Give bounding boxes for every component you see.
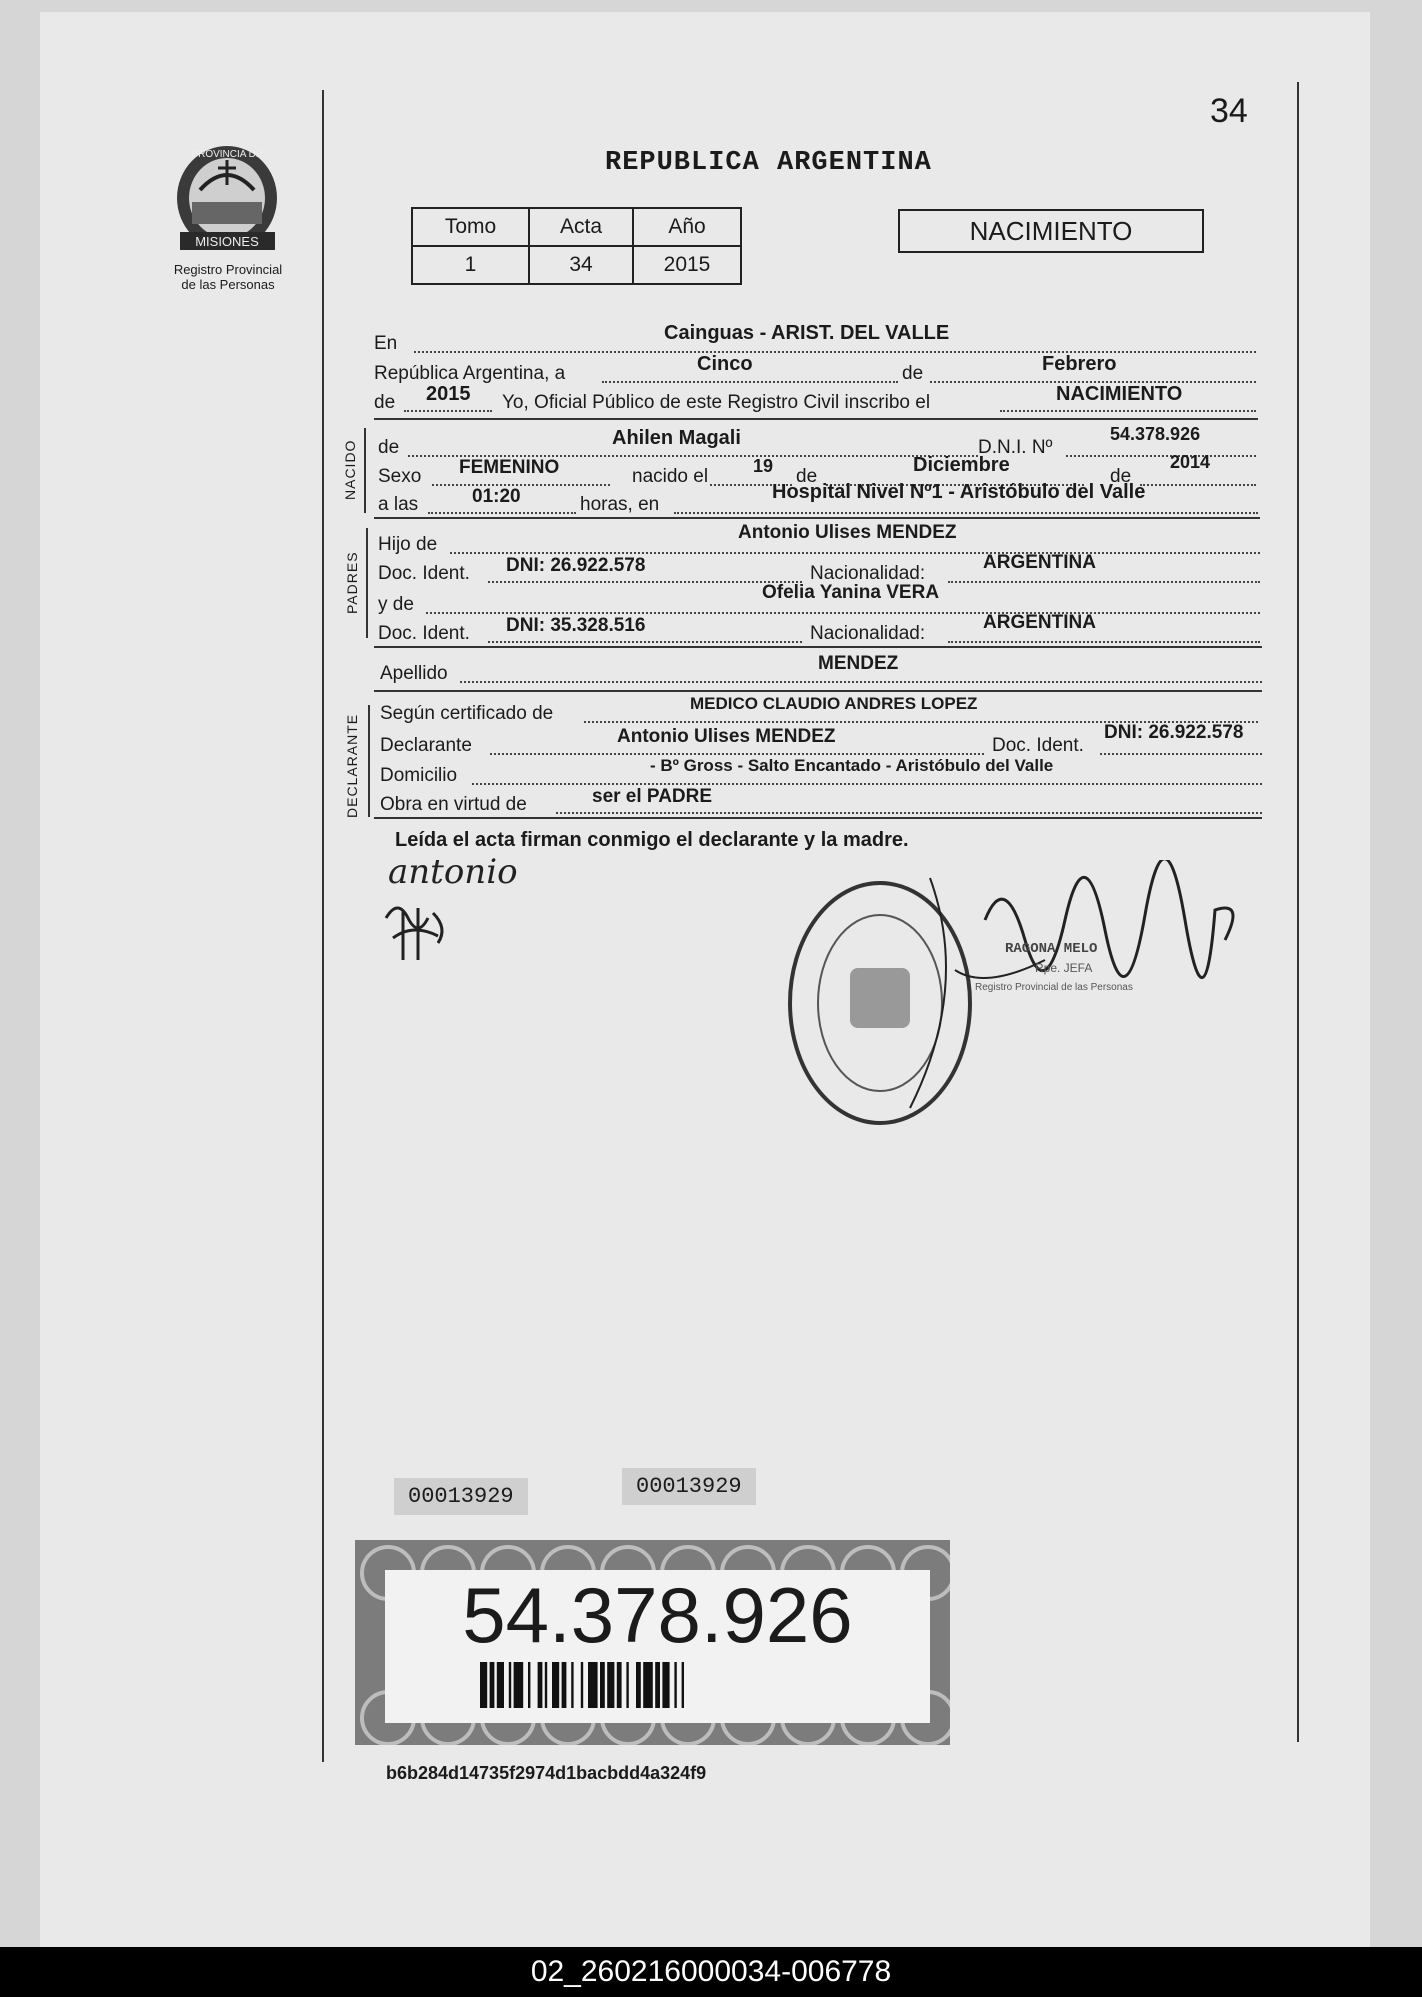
nacido-anio: 2014 <box>1170 452 1211 472</box>
svg-text:PROVINCIA DE: PROVINCIA DE <box>191 149 263 160</box>
obra-label: Obra en virtud de <box>380 794 527 815</box>
section-divider <box>374 517 1260 519</box>
padre-nombre: Antonio Ulises MENDEZ <box>738 522 957 543</box>
table-header-anio: Año <box>633 208 741 246</box>
doc-label: Doc. Ident. <box>992 735 1084 756</box>
dotted-line <box>488 581 802 583</box>
oficial-text: Yo, Oficial Público de este Registro Civil inscribo el <box>502 392 931 413</box>
padre-nacionalidad: ARGENTINA <box>983 552 1096 573</box>
svg-text:Registro Provincial de las Per: Registro Provincial de las Personas <box>975 982 1133 993</box>
page-number: 34 <box>1210 92 1248 130</box>
madre-doc: DNI: 35.328.516 <box>506 615 646 636</box>
nacido-mes: Diciembre <box>913 454 1010 476</box>
dotted-line <box>674 512 1258 514</box>
table-cell-anio: 2015 <box>633 246 741 284</box>
declarante-doc: DNI: 26.922.578 <box>1104 722 1244 743</box>
padre-doc: DNI: 26.922.578 <box>506 555 646 576</box>
barcode-bar <box>538 1662 543 1708</box>
barcode-bar <box>682 1662 684 1708</box>
barcode-bar <box>497 1662 504 1708</box>
mes-value: Febrero <box>1042 353 1117 375</box>
republica-label: República Argentina, a <box>374 363 566 384</box>
section-divider <box>374 690 1262 692</box>
barcode-bar <box>655 1662 660 1708</box>
dni-label <box>385 1570 930 1723</box>
dni-label: D.N.I. Nº <box>978 437 1053 458</box>
table-cell-tomo: 1 <box>412 246 529 284</box>
barcode-bar <box>480 1662 487 1708</box>
nacido-hora: 01:20 <box>472 486 521 507</box>
barcode-bar <box>607 1662 614 1708</box>
barcode-bar <box>528 1662 530 1708</box>
dotted-line <box>488 641 802 643</box>
barcode-bar <box>636 1662 641 1708</box>
anio-label: de <box>374 392 396 413</box>
section-bracket <box>368 705 370 817</box>
misiones-seal-icon <box>170 140 285 260</box>
dotted-line <box>404 410 492 412</box>
dotted-line <box>428 512 576 514</box>
dotted-line <box>1140 484 1256 486</box>
official-signature <box>945 860 1265 1010</box>
barcode-bar <box>643 1662 653 1708</box>
document-hash: b6b284d14735f2974d1bacbdd4a324f9 <box>386 1763 707 1783</box>
doc-label: Doc. Ident. <box>378 563 470 584</box>
dotted-line <box>1100 753 1262 755</box>
anio-value: 2015 <box>426 383 471 405</box>
seal-caption: Registro Provincial de las Personas <box>173 262 283 292</box>
madre-nacionalidad: ARGENTINA <box>983 612 1096 633</box>
nacido-nombre: Ahilen Magali <box>612 427 741 449</box>
nac-label: Nacionalidad: <box>810 563 926 584</box>
apellido-label: Apellido <box>380 663 448 684</box>
barcode <box>480 1662 835 1708</box>
declarante-nombre: Antonio Ulises MENDEZ <box>617 726 836 747</box>
table-header-tomo: Tomo <box>412 208 529 246</box>
domicilio-value: - Bº Gross - Salto Encantado - Aristóbulo del Valle <box>650 756 1054 775</box>
padres-section-label: PADRES <box>344 551 360 614</box>
doc-label: Doc. Ident. <box>378 623 470 644</box>
barcode-bar <box>617 1662 622 1708</box>
dotted-line <box>1066 455 1256 457</box>
de-label: de <box>1110 466 1132 487</box>
de-label: de <box>378 437 400 458</box>
hijo-label: Hijo de <box>378 534 438 555</box>
stamp-number: 00013929 <box>394 1478 528 1515</box>
barcode-bar <box>600 1662 605 1708</box>
barcode-bar <box>626 1662 628 1708</box>
barcode-bar <box>545 1662 547 1708</box>
hora-label: a las <box>378 494 419 515</box>
nacido-dia: 19 <box>753 456 774 476</box>
firma-text: Leída el acta firman conmigo el declarante y la madre. <box>395 829 909 851</box>
nacido-dni: 54.378.926 <box>1110 424 1201 444</box>
dotted-line <box>414 351 1256 353</box>
y-de-label: y de <box>378 594 414 615</box>
sexo-label: Sexo <box>378 466 422 487</box>
dotted-line <box>426 612 1260 614</box>
dotted-line <box>472 783 1262 785</box>
barcode-bar <box>571 1662 573 1708</box>
barcode-bar <box>552 1662 559 1708</box>
record-type-box: NACIMIENTO <box>898 209 1204 253</box>
en-value: Cainguas - ARIST. DEL VALLE <box>664 322 950 344</box>
dotted-line <box>948 641 1260 643</box>
right-margin-line <box>1297 82 1299 1742</box>
barcode-bar <box>509 1662 511 1708</box>
declarante-signature <box>378 848 538 968</box>
dotted-line <box>1000 410 1256 412</box>
barcode-bar <box>514 1662 524 1708</box>
footer-id: 02_260216000034-006778 <box>0 1947 1422 1997</box>
barcode-bar <box>490 1662 495 1708</box>
acta-table <box>411 207 742 285</box>
section-divider <box>374 646 1262 648</box>
barcode-bar <box>674 1662 676 1708</box>
section-divider <box>374 817 1262 819</box>
nacido-el-label: nacido el <box>632 466 709 487</box>
dotted-line <box>948 581 1260 583</box>
barcode-bar <box>581 1662 583 1708</box>
domicilio-label: Domicilio <box>380 765 458 786</box>
madre-nombre: Ofelia Yanina VERA <box>762 582 940 603</box>
stamp-number: 00013929 <box>622 1468 756 1505</box>
dotted-line <box>460 681 1262 683</box>
inscribo-value: NACIMIENTO <box>1056 383 1183 405</box>
dotted-line <box>556 812 1262 814</box>
table-cell-acta: 34 <box>529 246 633 284</box>
de-label: de <box>796 466 818 487</box>
barcode-bar <box>662 1662 669 1708</box>
cert-label: Según certificado de <box>380 703 554 724</box>
svg-text:RAGONA MELO: RAGONA MELO <box>1005 941 1098 957</box>
barcode-bar <box>588 1662 598 1708</box>
dni-label-number: 54.378.926 <box>462 1571 853 1659</box>
section-divider <box>374 418 1258 420</box>
obra-value: ser el PADRE <box>592 786 713 807</box>
table-header-acta: Acta <box>529 208 633 246</box>
nac-label: Nacionalidad: <box>810 623 926 644</box>
section-bracket <box>364 428 366 513</box>
nacido-sexo: FEMENINO <box>459 457 560 478</box>
dotted-line <box>602 381 898 383</box>
en-label: En <box>374 333 398 354</box>
svg-text:MISIONES: MISIONES <box>195 234 259 249</box>
left-margin-line <box>322 90 324 1762</box>
barcode-bar <box>562 1662 567 1708</box>
dia-value: Cinco <box>697 353 753 375</box>
declarante-label: Declarante <box>380 735 472 756</box>
apellido-value: MENDEZ <box>818 653 899 674</box>
de-label: de <box>902 363 924 384</box>
dotted-line <box>450 552 1260 554</box>
nacido-section-label: NACIDO <box>342 439 358 500</box>
section-bracket <box>366 528 368 638</box>
dotted-line <box>432 484 610 486</box>
svg-text:antonio: antonio <box>388 852 518 892</box>
cert-value: MEDICO CLAUDIO ANDRES LOPEZ <box>690 694 978 713</box>
horas-label: horas, en <box>580 494 660 515</box>
nacido-lugar: Hospital Nivel Nº1 - Aristóbulo del Valle <box>772 481 1146 503</box>
svg-text:Rpe. JEFA: Rpe. JEFA <box>1035 961 1093 975</box>
page-title: REPUBLICA ARGENTINA <box>605 148 932 178</box>
declarante-section-label: DECLARANTE <box>344 713 360 818</box>
dotted-line <box>490 753 984 755</box>
